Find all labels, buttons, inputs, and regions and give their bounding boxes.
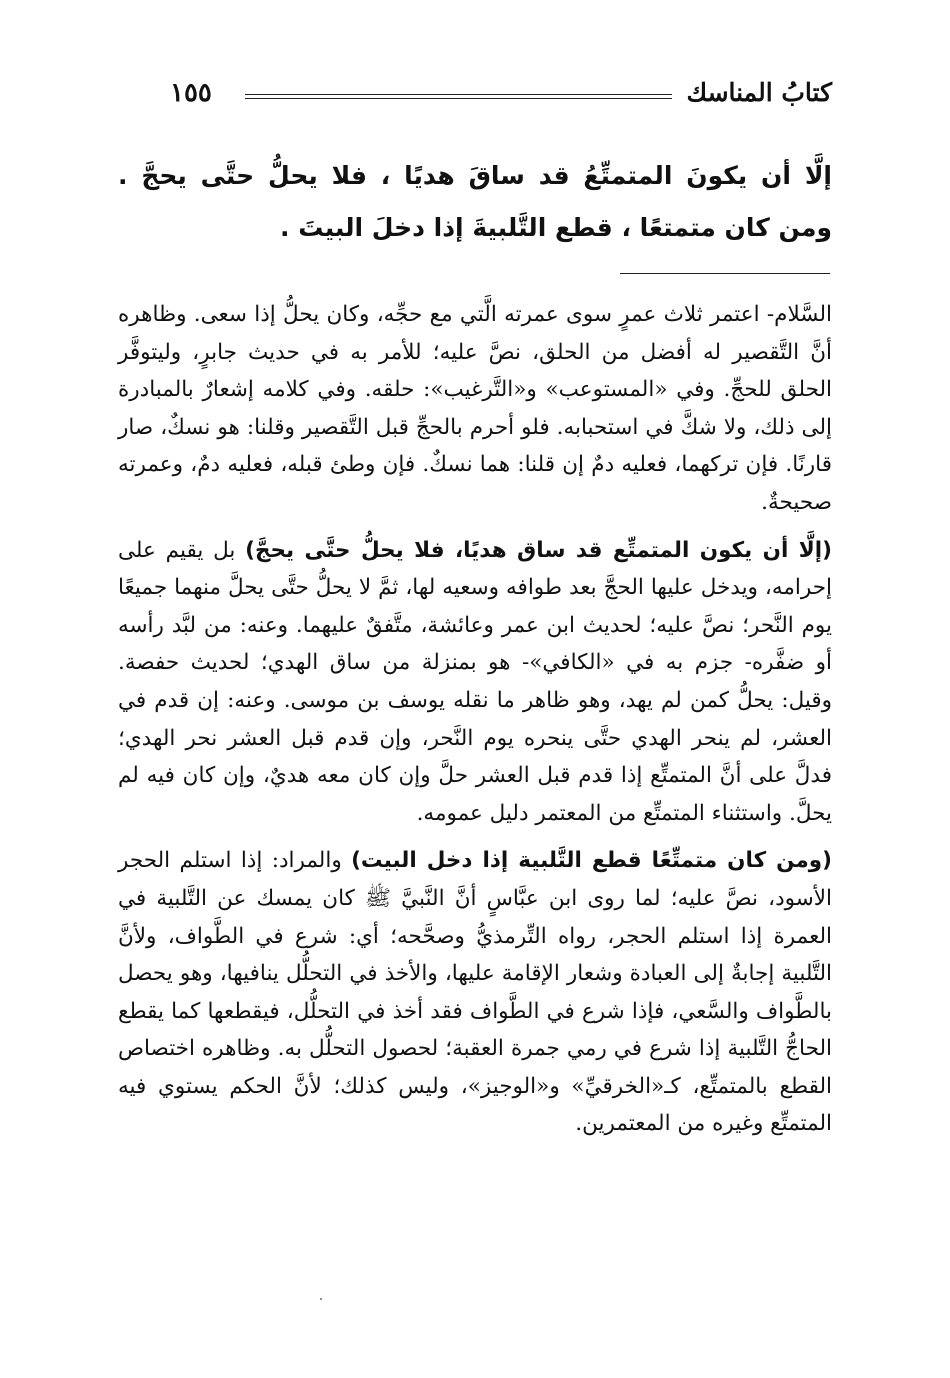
- quoted-matn: (ومن كان متمتِّعًا قطع التَّلبية إذا دخل البيت): [351, 848, 832, 874]
- running-title: كتابُ المناسك: [686, 78, 832, 107]
- print-speck: [320, 1298, 322, 1300]
- commentary-paragraph: [118, 842, 832, 1143]
- commentary-text: والمراد: إذا استلم الحجر الأسود، نصَّ عليه؛ لما روى ابن عبَّاسٍ أنَّ النَّبيَّ ﷺ كان يمسك عن التَّلبية في العمرة إذا استلم الحجر، رواه التِّرمذيُّ وصحَّحه؛ أي: شرع في الطَّواف، ولأنَّ التَّلبية إجابةٌ إلى العبادة وشعار الإقامة عليها، والأخذ في التحلُّل ينافيها، وهو يحصل بالطَّواف والسَّعي، فإذا شرع في الطَّواف فقد أخذ في التحلُّل، فيقطعها كما يقطع الحاجُّ التَّلبية إذا شرع في رمي جمرة العقبة؛ لحصول التحلُّل به. وظاهره اختصاص القطع بالمتمتِّع، كـ«الخرقيِّ» و«الوجيز»، وليس كذلك؛ لأنَّ الحكم يستوي فيه المتمتِّع وغيره من المعتمرين.: [118, 848, 832, 1137]
- commentary-text: بل يقيم على إحرامه، ويدخل عليها الحجَّ بعد طوافه وسعيه لها، ثمَّ لا يحلُّ حتَّى يحلَّ منهما جميعًا يوم النَّحر؛ نصَّ عليه؛ لحديث ابن عمر وعائشة، متَّفقٌ عليهما. وعنه: من لبَّد رأسه أو ضفَّره- جزم به في «الكافي»- هو بمنزلة من ساق الهدي؛ لحديث حفصة. وقيل: يحلُّ كمن لم يهد، وهو ظاهر ما نقله يوسف بن موسى. وعنه: إن قدم في العشر، لم ينحر الهدي حتَّى ينحره يوم النَّحر، وإن قدم قبل العشر نحر الهدي؛ فدلَّ على أنَّ المتمتِّع إذا قدم قبل العشر حلَّ وإن كان معه هديٌ، وإن كان فيه لم يحلَّ. واستثناء المتمتِّع من المعتمر دليل عمومه.: [118, 537, 832, 826]
- header-rule: [245, 94, 672, 99]
- commentary-paragraph: [118, 532, 832, 833]
- main-text: إلَّا أن يكونَ المتمتِّعُ قد ساقَ هديًا ، فلا يحلُّ حتَّى يحجَّ . ومن كان متمتعًا ، قطع التَّلبيةَ إذا دخلَ البيتَ .: [118, 161, 832, 242]
- quoted-matn: (إلَّا أن يكون المتمتِّع قد ساق هديًا، فلا يحلُّ حتَّى يحجَّ): [245, 537, 833, 563]
- commentary-paragraph: السَّلام- اعتمر ثلاث عمرٍ سوى عمرته الَّتي مع حجِّه، وكان يحلُّ إذا سعى. وظاهره أنَّ التَّقصير له أفضل من الحلق، نصَّ عليه؛ للأمر به في حديث جابرٍ، وليتوفَّر الحلق للحجِّ. وفي «المستوعب» و«التَّرغيب»: حلقه. وفي كلامه إشعارٌ بالمبادرة إلى ذلك، ولا شكَّ في استحبابه. فلو أحرم بالحجِّ قبل التَّقصير وقلنا: هو نسكٌ، صار قارنًا. فإن تركهما، فعليه دمٌ إن قلنا: هما نسكٌ. فإن وطئ قبله، فعليه دمٌ، وعمرته صحيحةٌ.: [118, 302, 832, 515]
- page-number: ١٥٥: [170, 78, 212, 108]
- running-header: [170, 78, 832, 118]
- footnote-separator: [620, 273, 830, 274]
- commentary: [118, 296, 832, 1153]
